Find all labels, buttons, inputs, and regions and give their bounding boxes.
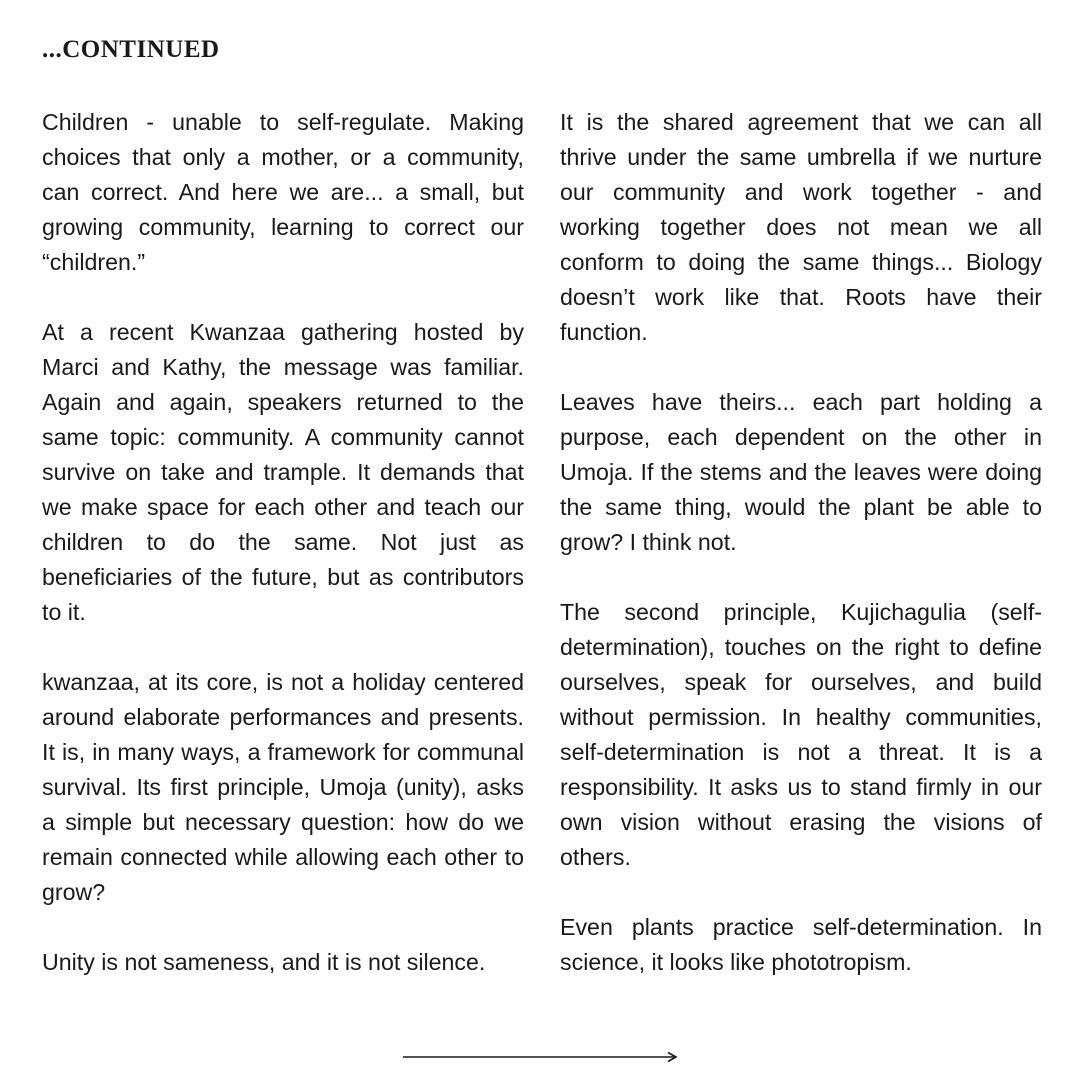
paragraph: Unity is not sameness, and it is not silence. — [42, 949, 486, 975]
paragraph: Leaves have theirs... each part holding a purpose, each dependent on the other in Umoja. If the stems and the leaves were doing the same thing, would the plant be able to grow? I think not. — [560, 389, 1042, 555]
right-arrow-icon[interactable] — [403, 1050, 679, 1064]
paragraph: kwanzaa, at its core, is not a holiday centered around elaborate performances and presents. It is, in many ways, a framework for communal survival. Its first principle, Umoja (unity), asks a simple but necessary question: how do we remain connected while allowing each other to grow? — [42, 669, 524, 905]
paragraph: Children - unable to self-regulate. Making choices that only a mother, or a community, can correct. And here we are... a small, but growing community, learning to correct our “children.” — [42, 109, 524, 275]
left-text-column — [42, 105, 524, 980]
paragraph: Even plants practice self-determination. In science, it looks like phototropism. — [560, 914, 1042, 975]
continued-kicker: ...CONTINUED — [42, 36, 220, 63]
right-text-column — [560, 105, 1042, 980]
paragraph: The second principle, Kujichagulia (self-determination), touches on the right to define ourselves, speak for ourselves, and build without permission. In healthy communities, self-determination is not a threat. It is a responsibility. It asks us to stand firmly in our own vision without erasing the visions of others. — [560, 599, 1042, 870]
paragraph: It is the shared agreement that we can all thrive under the same umbrella if we nurture our community and work together - and working together does not mean we all conform to doing the same things... Biology doesn’t work like that. Roots have their function. — [560, 109, 1042, 345]
paragraph: At a recent Kwanzaa gathering hosted by Marci and Kathy, the message was familiar. Again and again, speakers returned to the same topic: community. A community cannot survive on take and trample. It demands that we make space for each other and teach our children to do the same. Not just as beneficiaries of the future, but as contributors to it. — [42, 319, 524, 625]
